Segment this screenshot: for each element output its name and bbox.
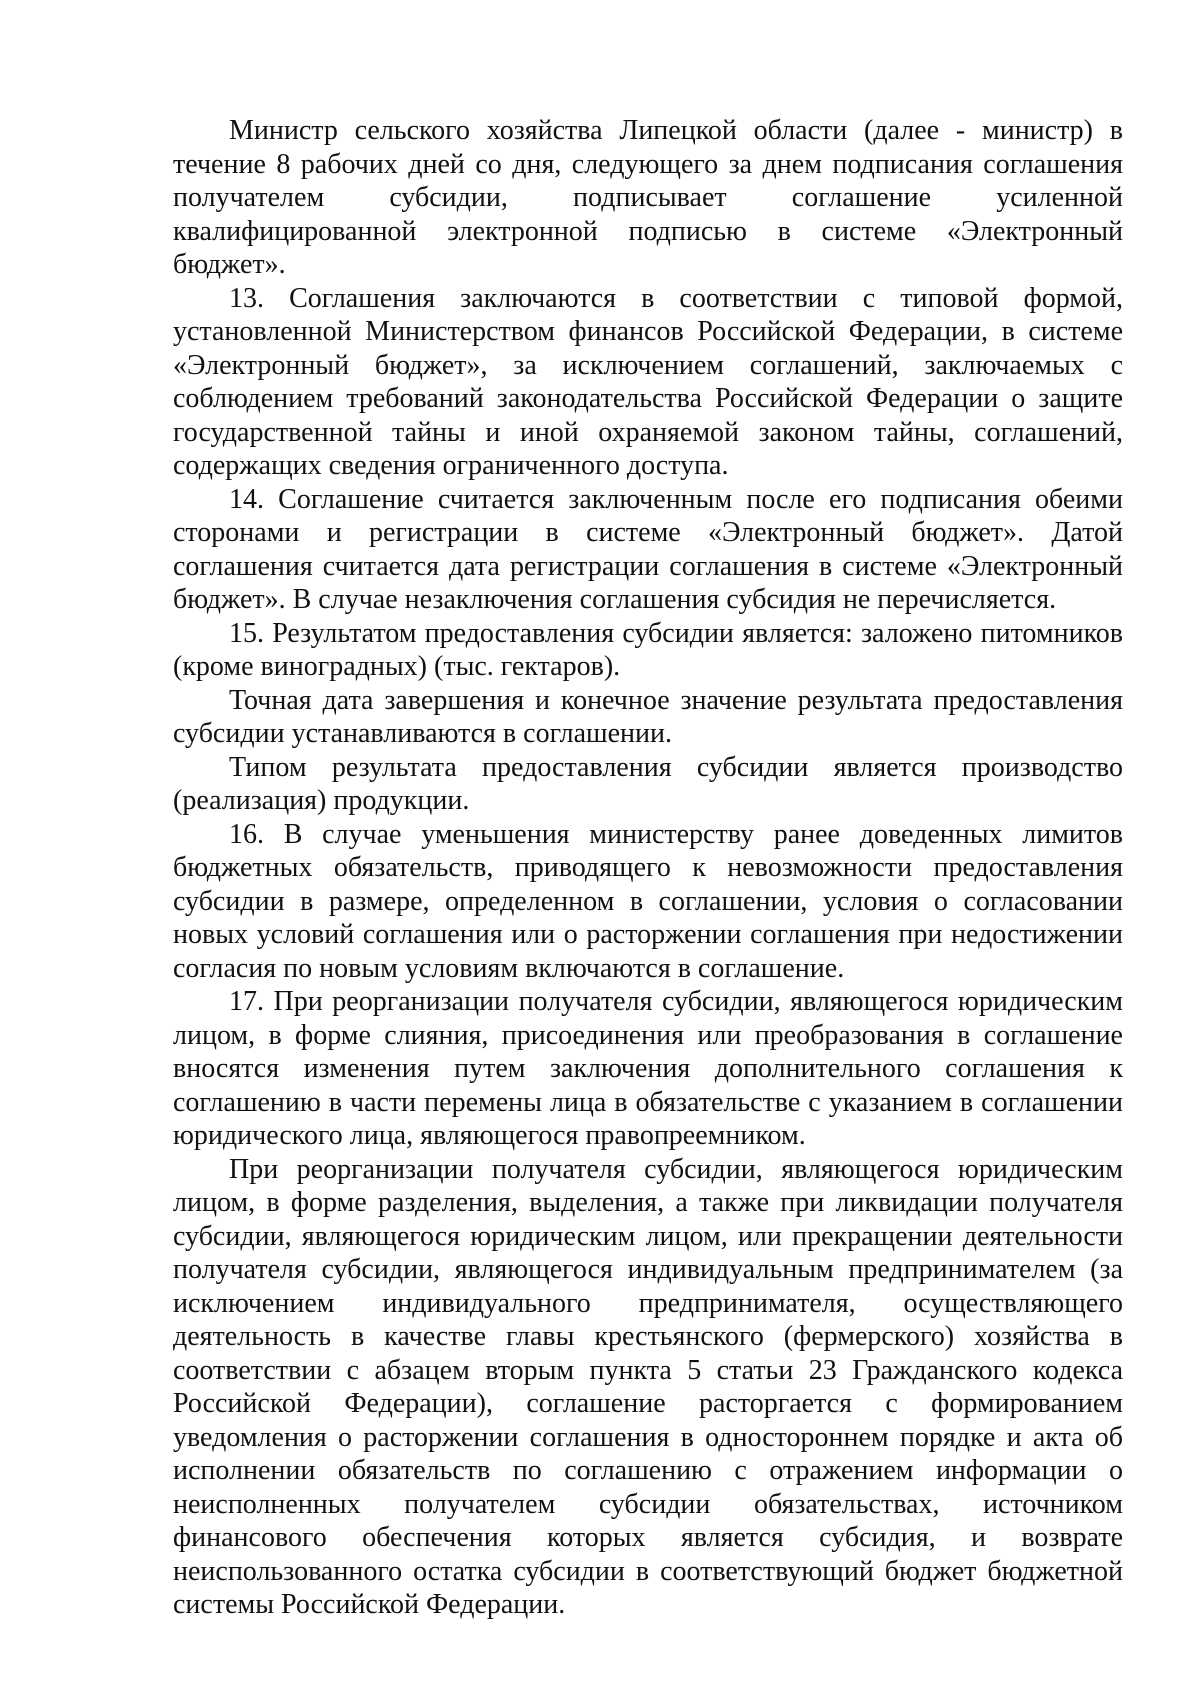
paragraph-17-reorganization: 17. При реорганизации получателя субсидии, являющегося юридическим лицом, в форме слияния, присоединения или преобразования в соглашение вносятся изменения путем заключения дополнительного соглашения к соглашению в части перемены лица в обязательстве с указанием в соглашении юридического лица, являющегося правопреемником. <box>173 986 1123 1151</box>
paragraph-15-result: 15. Результатом предоставления субсидии является: заложено питомников (кроме виноградных) (тыс. гектаров). <box>173 617 1123 682</box>
paragraph-result-date: Точная дата завершения и конечное значение результата предоставления субсидии устанавливаются в соглашении. <box>173 684 1123 749</box>
paragraph-13-agreement-form: 13. Соглашения заключаются в соответствии с типовой формой, установленной Министерством финансов Российской Федерации, в системе «Электронный бюджет», за исключением соглашений, заключаемых с соблюдением требований законодательства Российской Федерации о защите государственной тайны и иной охраняемой законом тайны, соглашений, содержащих сведения ограниченного доступа. <box>173 282 1123 481</box>
paragraph-reorganization-termination: При реорганизации получателя субсидии, являющегося юридическим лицом, в форме разделения, выделения, а также при ликвидации получателя субсидии, являющегося юридическим лицом, или прекращении деятельности получателя субсидии, являющегося индивидуальным предпринимателем (за исключением индивидуального предпринимателя, осуществляющего деятельность в качестве главы крестьянского (фермерского) хозяйства в соответствии с абзацем вторым пункта 5 статьи 23 Гражданского кодекса Российской Федерации), соглашение расторгается с формированием уведомления о расторжении соглашения в одностороннем порядке и акта об исполнении обязательств по соглашению с отражением информации о неисполненных получателем субсидии обязательствах, источником финансового обеспечения которых является субсидия, и возврате неиспользованного остатка субсидии в соответствующий бюджет бюджетной системы Российской Федерации. <box>173 1153 1123 1620</box>
paragraph-result-type: Типом результата предоставления субсидии является производство (реализация) продукции. <box>173 751 1123 816</box>
document-body <box>173 114 1123 1622</box>
paragraph-minister-signing: Министр сельского хозяйства Липецкой области (далее - министр) в течение 8 рабочих дней со дня, следующего за днем подписания соглашения получателем субсидии, подписывает соглашение усиленной квалифицированной электронной подписью в системе «Электронный бюджет». <box>173 115 1123 280</box>
paragraph-14-agreement-concluded: 14. Соглашение считается заключенным после его подписания обеими сторонами и регистрации в системе «Электронный бюджет». Датой соглашения считается дата регистрации соглашения в системе «Электронный бюджет». В случае незаключения соглашения субсидия не перечисляется. <box>173 483 1123 615</box>
paragraph-16-limits-reduction: 16. В случае уменьшения министерству ранее доведенных лимитов бюджетных обязательств, приводящего к невозможности предоставления субсидии в размере, определенном в соглашении, условия о согласовании новых условий соглашения или о расторжении соглашения при недостижении согласия по новым условиям включаются в соглашение. <box>173 818 1123 984</box>
